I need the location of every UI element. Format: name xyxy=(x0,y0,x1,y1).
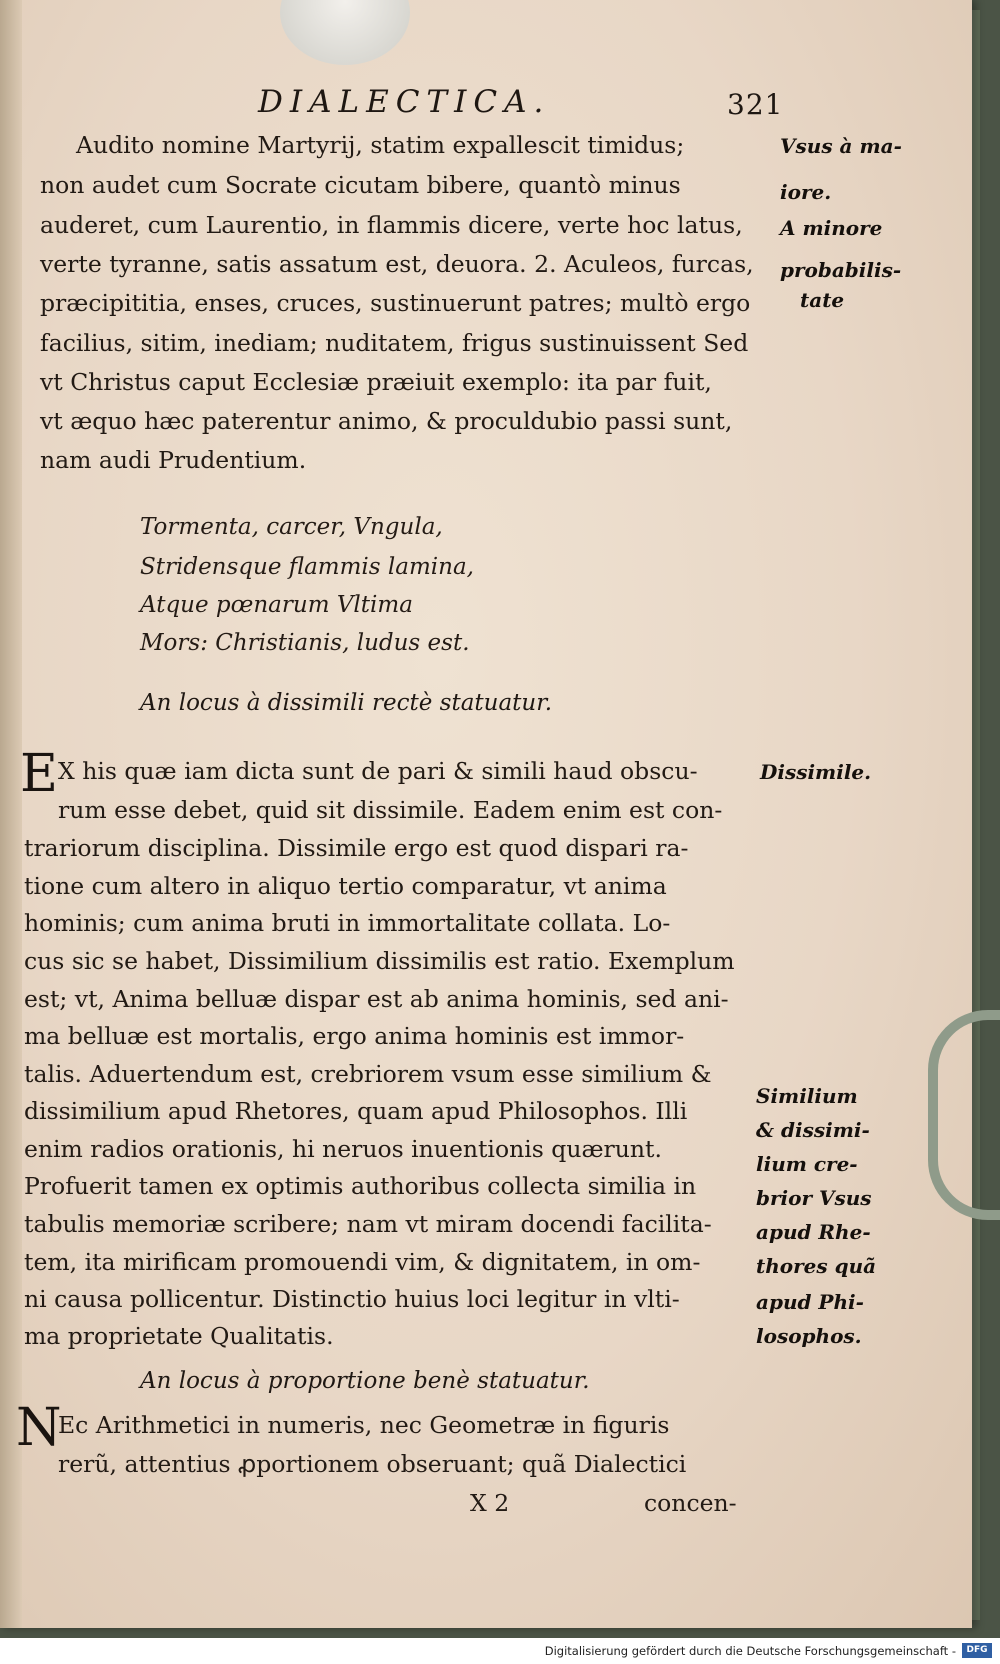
text-line: verte tyranne, satis assatum est, deuora. 2. Aculeos, furcas, xyxy=(40,250,754,278)
text-line: tione cum altero in aliquo tertio comparatur, vt anima xyxy=(24,872,667,900)
margin-note: probabilis- xyxy=(780,258,902,282)
text-line: talis. Aduertendum est, crebriorem vsum esse similium & xyxy=(24,1060,712,1088)
running-title: DIALECTICA. xyxy=(258,84,551,120)
text-line: Audito nomine Martyrij, statim expallescit timidus; xyxy=(76,131,685,159)
text-line: nam audi Prudentium. xyxy=(40,446,307,474)
text-line: facilius, sitim, inediam; nuditatem, frigus sustinuissent Sed xyxy=(40,329,749,357)
text-line: hominis; cum anima bruti in immortalitate collata. Lo- xyxy=(24,909,671,937)
text-line: ni causa pollicentur. Distinctio huius loci legitur in vlti- xyxy=(24,1285,680,1313)
footer-bar xyxy=(0,1638,1000,1664)
margin-note: Dissimile. xyxy=(760,760,872,784)
text-line: est; vt, Anima belluæ dispar est ab anima hominis, sed ani- xyxy=(24,985,729,1013)
margin-note: A minore xyxy=(780,216,883,240)
paper-clip-right xyxy=(928,1010,1000,1220)
text-line: rum esse debet, quid sit dissimile. Eadem enim est con- xyxy=(58,796,723,824)
catchword: concen- xyxy=(644,1489,737,1517)
verse-line: Tormenta, carcer, Vngula, xyxy=(140,514,443,540)
text-line: X his quæ iam dicta sunt de pari & simili haud obscu- xyxy=(58,757,698,785)
signature-mark: X 2 xyxy=(470,1489,510,1517)
text-line: Profuerit tamen ex optimis authoribus collecta similia in xyxy=(24,1172,697,1200)
margin-note: brior Vsus xyxy=(756,1186,872,1210)
text-line: vt æquo hæc paterentur animo, & proculdubio passi sunt, xyxy=(40,407,733,435)
page-gutter xyxy=(0,0,22,1628)
text-line: ma proprietate Qualitatis. xyxy=(24,1322,334,1350)
text-line: ma belluæ est mortalis, ergo anima hominis est immor- xyxy=(24,1022,685,1050)
margin-note: Similium xyxy=(756,1084,858,1108)
margin-note: apud Phi- xyxy=(756,1290,864,1314)
text-line: non audet cum Socrate cicutam bibere, quantò minus xyxy=(40,171,681,199)
margin-note: Vsus à ma- xyxy=(780,134,902,158)
margin-note: losophos. xyxy=(756,1324,862,1348)
dfg-logo-icon: DFG xyxy=(962,1643,992,1658)
text-line: dissimilium apud Rhetores, quam apud Philosophos. Illi xyxy=(24,1097,688,1125)
drop-cap: N xyxy=(16,1398,62,1458)
text-line: vt Christus caput Ecclesiæ præiuit exemplo: ita par fuit, xyxy=(40,368,712,396)
margin-note: iore. xyxy=(780,180,832,204)
verse-line: Stridensque flammis lamina, xyxy=(140,554,474,580)
drop-cap: E xyxy=(20,744,58,804)
text-line: præcipititia, enses, cruces, sustinuerunt patres; multò ergo xyxy=(40,289,751,317)
text-line: auderet, cum Laurentio, in flammis dicere, verte hoc latus, xyxy=(40,211,743,239)
margin-note: apud Rhe- xyxy=(756,1220,871,1244)
page-number: 321 xyxy=(727,88,784,121)
margin-note: lium cre- xyxy=(756,1152,858,1176)
text-line: cus sic se habet, Dissimilium dissimilis est ratio. Exemplum xyxy=(24,947,735,975)
text-line: tem, ita mirificam promouendi vim, & dignitatem, in om- xyxy=(24,1248,701,1276)
section-heading: An locus à proportione benè statuatur. xyxy=(140,1368,590,1394)
text-line: trariorum disciplina. Dissimile ergo est quod dispari ra- xyxy=(24,834,689,862)
text-line: Ec Arithmetici in numeris, nec Geometræ in figuris xyxy=(58,1411,670,1439)
margin-note: tate xyxy=(800,288,845,312)
footer-credit: Digitalisierung gefördert durch die Deutsche Forschungsgemeinschaft - xyxy=(544,1644,956,1658)
margin-note: thores quã xyxy=(756,1254,877,1278)
text-line: tabulis memoriæ scribere; nam vt miram docendi facilita- xyxy=(24,1210,712,1238)
margin-note: & dissimi- xyxy=(756,1118,870,1142)
text-line: enim radios orationis, hi neruos inuentionis quærunt. xyxy=(24,1135,662,1163)
section-heading: An locus à dissimili rectè statuatur. xyxy=(140,690,553,716)
text-line: rerũ, attentius ꝓportionem obseruant; quã Dialectici xyxy=(58,1450,687,1478)
verse-line: Atque pœnarum Vltima xyxy=(140,592,413,618)
verse-line: Mors: Christianis, ludus est. xyxy=(140,630,470,656)
